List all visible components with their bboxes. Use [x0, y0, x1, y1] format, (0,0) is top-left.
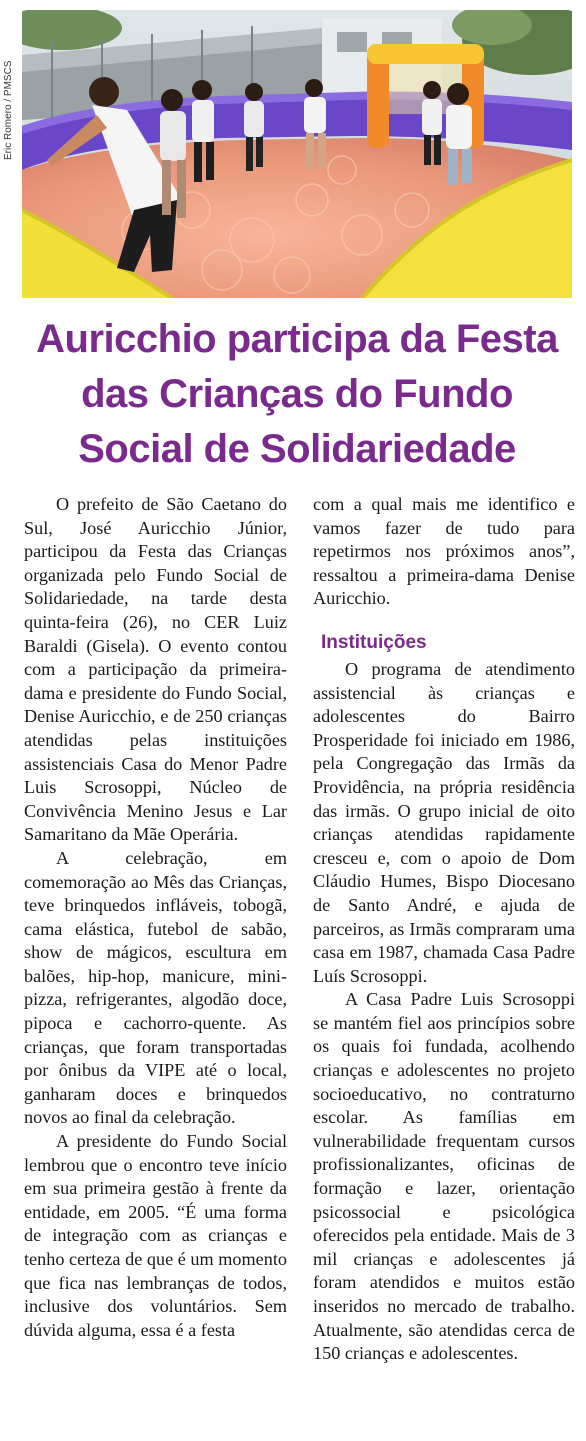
- article-photo: [22, 10, 572, 298]
- article-paragraph-continuation: com a qual mais me identifico e vamos fazer de tudo para repetirmos nos próximos anos”, ressaltou a primeira-dama Denise Auricchio.: [313, 494, 575, 609]
- photo-credit: Eric Romero / PMSCS: [3, 60, 14, 160]
- article-paragraph: O prefeito de São Caetano do Sul, José Auricchio Júnior, participou da Festa das Crianças organizada pelo Fundo Social de Solidariedade, na tarde desta quinta-feira (26), no CER Luiz Baraldi (Gisela). O evento contou com a participação da primeira-dama e presidente do Fundo Social, Denise Auricchio, e de 250 crianças atendidas pelas instituições assistenciais Casa do Menor Padre Luis Scrosoppi, Núcleo de Convivência Menino Jesus e Lar Samaritano da Mãe Operária.: [24, 494, 287, 845]
- article-paragraph: A presidente do Fundo Social lembrou que o encontro teve início em sua primeira gestão à frente da entidade, em 2005. “É uma forma de integração com as crianças e tenho certeza de que é um momento que fica nas lembranças de todos, inclusive dos voluntários. Sem dúvida alguma, essa é a festa: [24, 1131, 287, 1340]
- article-column-right: [313, 493, 575, 1366]
- article-headline: Auricchio participa da Festa das Crianças do Fundo Social de Solidariedade: [36, 317, 558, 471]
- article-paragraph: A celebração, em comemoração ao Mês das Crianças, teve brinquedos infláveis, tobogã, cama elástica, futebol de sabão, show de mágicos, escultura em balões, hip-hop, manicure, mini-pizza, refrigerantes, algodão doce, pipoca e cachorro-quente. As crianças, que foram transportadas por ônibus da VIPE até o local, ganharam doces e brinquedos novos ao final da celebração.: [24, 847, 287, 1128]
- article-paragraph: O programa de atendimento assistencial às crianças e adolescentes do Bairro Prosperidade foi iniciado em 1986, pela Congregação das Irmãs da Providência, na própria residência das irmãs. O grupo inicial de oito crianças atendidas rapidamente cresceu e, com o apoio de Dom Cláudio Humes, Bispo Diocesano de Santo André, e ajuda de parceiros, as Irmãs compraram uma casa em 1987, chamada Casa Padre Luís Scrosoppi.: [313, 658, 575, 986]
- section-subhead: Instituições: [321, 631, 427, 653]
- article-paragraph: A Casa Padre Luis Scrosoppi se mantém fiel aos princípios sobre os quais foi fundada, acolhendo crianças e adolescentes no projeto socioeducativo, no contraturno escolar. As famílias em vulnerabilidade frequentam cursos profissionalizantes, oficinas de formação e lazer, orientação psicossocial e psicológica oferecidos pela entidade. Mais de 3 mil crianças e adolescentes já foram atendidos e muitos estão inseridos no mercado de trabalho. Atualmente, são atendidas cerca de 150 crianças e adolescentes.: [313, 989, 575, 1364]
- article-column-left: [24, 493, 287, 1342]
